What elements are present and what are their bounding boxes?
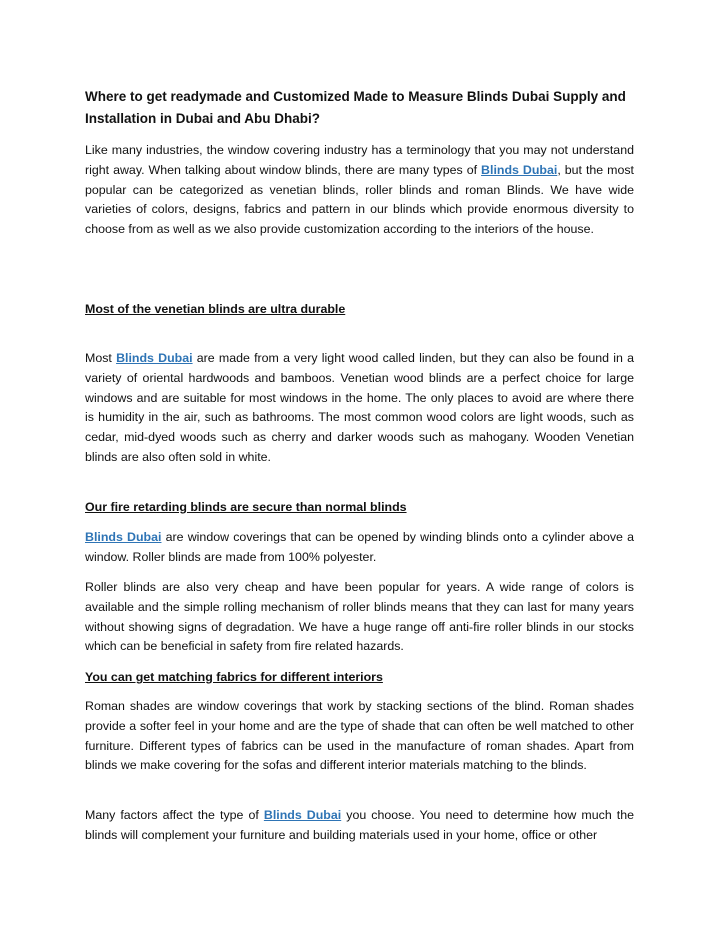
section-heading-matching-fabrics: You can get matching fabrics for different interiors (85, 670, 383, 684)
roller-paragraph (85, 528, 634, 568)
intro-paragraph (85, 141, 634, 240)
intro-text-before: Like many industries, the window covering industry has a terminology that you may not understand right away. When talking about window blinds, there are many types of (85, 143, 634, 177)
document-title: Where to get readymade and Customized Made to Measure Blinds Dubai Supply and Installation in Dubai and Abu Dhabi? (85, 89, 626, 126)
venetian-text-after: are made from a very light wood called linden, but they can also be found in a variety of oriental hardwoods and bamboos. Venetian wood blinds are a perfect choice for large windows and are suitable for most windows in the home. The only places to avoid are where there is humidity in the air, such as bathrooms. The most common wood colors are light woods, such as cedar, mid-dyed woods such as cherry and darker woods such as mahogany. Wooden Venetian blinds are also often sold in white. (85, 351, 634, 464)
factors-text-after: you choose. You need to determine how much the blinds will complement your furniture and building materials used in your home, office or other (85, 808, 635, 842)
factors-text-before: Many factors affect the type of (85, 808, 264, 822)
roller-paragraph-2: Roller blinds are also very cheap and have been popular for years. A wide range of colors is available and the simple rolling mechanism of roller blinds means that they can last for many years without showing signs of degradation. We have a huge range off anti-fire roller blinds in our stocks which can be beneficial in safety from fire related hazards. (85, 580, 634, 654)
roller-text-after: are window coverings that can be opened by winding blinds onto a cylinder above a window. Roller blinds are made from 100% polyester. (85, 530, 634, 564)
blinds-dubai-link[interactable]: Blinds Dubai (263, 808, 342, 822)
venetian-paragraph (85, 349, 634, 468)
blinds-dubai-link[interactable]: Blinds Dubai (116, 351, 193, 365)
section-heading-fire-retarding: Our fire retarding blinds are secure than normal blinds (85, 500, 407, 514)
intro-text-after: , but the most popular can be categorized as venetian blinds, roller blinds and roman Blinds. We have wide varieties of colors, designs, fabrics and pattern in our blinds which provide enormous diversity to choose from as well as we also provide customization according to the interiors of the house. (85, 162, 634, 237)
blinds-dubai-link[interactable]: Blinds Dubai (481, 162, 558, 177)
venetian-text-before: Most (85, 351, 117, 365)
blinds-dubai-link[interactable]: Blinds Dubai (85, 530, 162, 544)
roman-paragraph: Roman shades are window coverings that work by stacking sections of the blind. Roman shades provide a softer feel in your home and are the type of shade that can often be well matched to other furniture. Different types of fabrics can be used in the manufacture of roman shades. Apart from blinds we make covering for the sofas and different interior materials matching to the blinds. (85, 699, 634, 773)
factors-paragraph (85, 806, 634, 846)
section-heading-venetian: Most of the venetian blinds are ultra durable (85, 302, 346, 316)
